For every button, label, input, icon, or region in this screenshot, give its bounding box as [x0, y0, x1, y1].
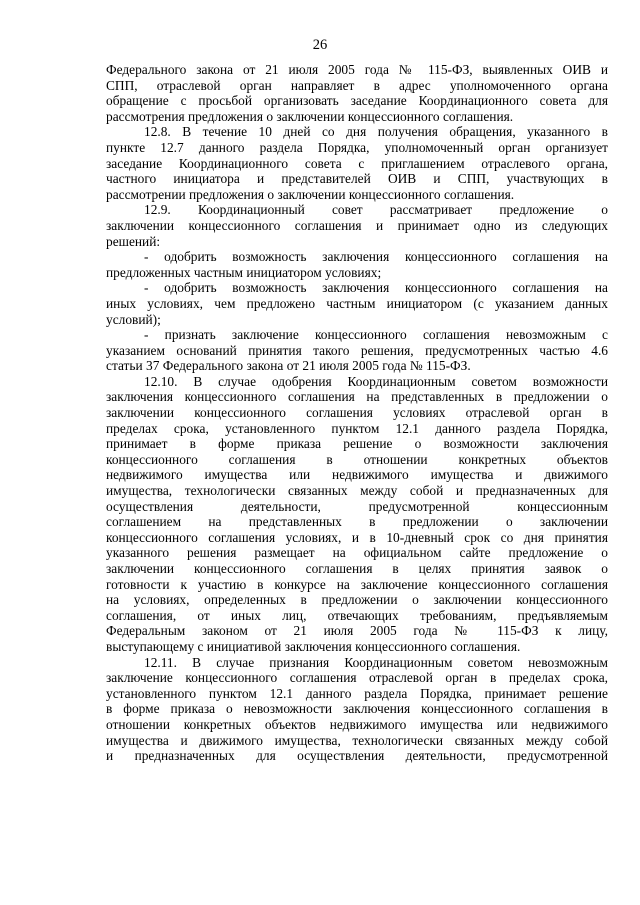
- text-line: статьи 37 Федерального закона от 21 июля 2005 года № 115-ФЗ.: [106, 358, 471, 374]
- text-line: 12.11. В случае признания Координационным советом невозможным: [144, 654, 608, 670]
- text-line: указанием оснований принятия такого решения, предусмотренных частью 4.6: [106, 342, 608, 358]
- text-line: указанного решения размещает на официальном сайте предложение о: [106, 545, 608, 561]
- text-line: концессионного соглашения условиях, и в 10-дневный срок со дня принятия: [106, 529, 608, 545]
- text-line: установленного пунктом 12.1 данного раздела Порядка, принимает решение: [106, 685, 608, 701]
- text-line: заключение концессионного соглашения отраслевой орган в пределах срока,: [106, 670, 608, 686]
- text-line: обращение с просьбой организовать заседание Координационного совета для: [106, 93, 608, 109]
- text-line: готовности к участию в конкурсе на заключение концессионного соглашения: [106, 576, 608, 592]
- text-line: 12.10. В случае одобрения Координационным советом возможности: [144, 373, 608, 389]
- text-line: Федерального закона от 21 июля 2005 года № 115-ФЗ, выявленных ОИВ и: [106, 62, 608, 77]
- text-line: пункте 12.7 данного раздела Порядка, уполномоченный орган организует: [106, 139, 608, 155]
- text-line: имущества и движимого имущества, технологически связанных между собой: [106, 732, 608, 748]
- text-line: частного инициатора и представителей ОИВ и СПП, участвующих в: [106, 171, 608, 187]
- text-line: - признать заключение концессионного соглашения невозможным с: [144, 327, 608, 343]
- page-number: 26: [312, 37, 328, 53]
- text-line: предложенных частным инициатором условиях;: [106, 264, 382, 280]
- text-line: отношении конкретных объектов недвижимого имущества или недвижимого: [106, 716, 608, 732]
- text-line: условий);: [106, 311, 161, 327]
- text-line: соглашением на представленных в предложении о заключении: [106, 514, 608, 530]
- text-line: иных условиях, чем предложено частным инициатором (с указанием данных: [106, 295, 608, 311]
- text-line: - одобрить возможность заключения концессионного соглашения на: [144, 280, 608, 296]
- text-line: осуществления деятельности, предусмотренной концессионным: [106, 498, 608, 514]
- text-line: пределах срока, установленного пунктом 12.1 данного раздела Порядка,: [106, 420, 608, 436]
- text-line: имущества, технологически связанных между собой и предназначенных для: [106, 483, 608, 499]
- text-line: недвижимого имущества или недвижимого имущества и движимого: [106, 467, 608, 483]
- text-line: СПП, отраслевой орган направляет в адрес уполномоченного органа: [106, 77, 608, 93]
- text-line: выступающему с инициативой заключения концессионного соглашения.: [106, 638, 521, 654]
- text-line: заключения концессионного соглашения на представленных в предложении о: [106, 389, 608, 405]
- text-line: концессионного соглашения в отношении конкретных объектов: [106, 451, 608, 467]
- text-line: заключении концессионного соглашения и принимает одно из следующих: [106, 217, 608, 233]
- text-line: 12.9. Координационный совет рассматривает предложение о: [144, 202, 608, 218]
- body-text: [106, 62, 608, 764]
- text-line: заседание Координационного совета с приглашением отраслевого органа,: [106, 155, 608, 171]
- text-line: соглашения, от иных лиц, отвечающих требованиям, предъявляемым: [106, 607, 608, 623]
- text-line: - одобрить возможность заключения концессионного соглашения на: [144, 249, 608, 265]
- text-line: на условиях, определенных в предложении о заключении концессионного: [106, 592, 608, 608]
- text-line: принимает в форме приказа решение о возможности заключения: [106, 436, 608, 452]
- text-line: и предназначенных для осуществления деятельности, предусмотренной: [106, 748, 608, 764]
- text-line: в форме приказа о невозможности заключения концессионного соглашения в: [106, 701, 608, 717]
- text-line: рассмотрения предложения о заключении концессионного соглашения.: [106, 108, 514, 124]
- text-line: рассмотрении предложения о заключении концессионного соглашения.: [106, 186, 515, 202]
- text-line: Федеральным законом от 21 июля 2005 года № 115-ФЗ к лицу,: [106, 623, 608, 639]
- text-line: заключении концессионного соглашения условиях отраслевой орган в: [106, 405, 608, 421]
- text-line: решений:: [106, 233, 161, 249]
- text-line: 12.8. В течение 10 дней со дня получения обращения, указанного в: [144, 124, 608, 140]
- text-line: заключении концессионного соглашения в целях принятия заявок о: [106, 561, 608, 576]
